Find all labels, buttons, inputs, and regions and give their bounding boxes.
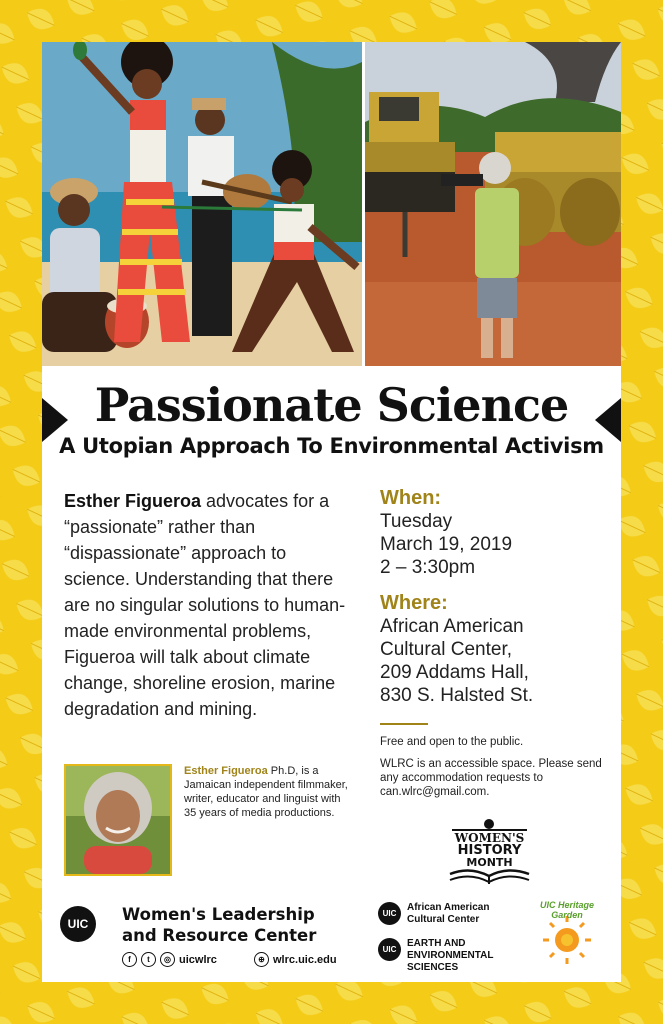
womens-history-month-logo [442,818,537,886]
when-label: When: [380,487,442,509]
speaker-name: Esther Figueroa [64,491,202,511]
heritage-garden-text: UIC Heritage Garden [539,900,594,920]
bulldozer-filming-photo [365,42,621,366]
event-details [380,486,610,799]
partner-2-uic-logo: UIC [378,938,401,961]
where-label: Where: [380,592,448,614]
wlrc-name-line-1: Women's Leadership [122,905,315,924]
when-date: March 19, 2019 [380,534,513,555]
facebook-icon[interactable]: f [122,952,137,967]
accessibility-note: WLRC is an accessible space. Please send any accommodation requests to can.wlrc@gmail.com. [380,758,602,798]
bio-name: Esther Figueroa [184,765,268,777]
whm-line-1: WOMEN'S [454,831,525,845]
social-handle[interactable]: uicwlrc [179,953,217,966]
twitter-icon[interactable]: t [141,952,156,967]
wlrc-name-line-2: and Resource Center [122,926,317,945]
speaker-bio [184,764,354,820]
uic-logo[interactable]: UIC [60,906,96,942]
speaker-portrait [64,764,172,876]
partner-1-uic-logo: UIC [378,902,401,925]
partner-1-line-2: Cultural Center [407,914,480,925]
partner-african-american-cultural-center [378,902,489,926]
event-subtitle: A Utopian Approach To Environmental Activism [59,434,604,458]
globe-icon: ⊕ [254,952,269,967]
free-note: Free and open to the public. [380,736,524,748]
partner-1-line-1: African American [407,902,490,913]
where-line-1: African American [380,616,524,637]
partner-2-line-2: ENVIRONMENTAL [407,950,494,961]
when-time: 2 – 3:30pm [380,557,476,578]
description-text: advocates for a “passionate” rather than “dispassionate” approach to science. Understanding that there are no singular solutions to human-made environmental problems, Figueroa will talk about climate change, shoreline erosion, marine degradation and mining. [64,491,346,719]
uic-heritage-garden-logo [528,900,606,970]
poster-card [42,42,621,982]
when-day: Tuesday [380,511,453,532]
event-description [64,488,354,722]
partner-2-line-3: SCIENCES [407,962,459,973]
whm-line-3: MONTH [466,856,513,869]
where-line-3: 209 Addams Hall, [380,662,529,683]
bio-text: Ph.D, is a Jamaican independent filmmaker, writer, educator and linguist with 35 years of media productions. [184,765,348,819]
wlrc-name [122,904,316,946]
partner-2-line-1: EARTH AND [407,938,466,949]
whm-line-2: HISTORY [457,843,522,858]
event-title: Passionate Science [94,378,569,432]
social-links [122,952,217,967]
where-line-2: Cultural Center, [380,639,513,660]
beach-musicians-photo [42,42,362,366]
divider [380,723,428,725]
website-url[interactable]: wlrc.uic.edu [273,953,337,966]
photo-strip [42,42,621,366]
website-link[interactable] [254,952,337,967]
instagram-icon[interactable]: ◎ [160,952,175,967]
partner-earth-environmental-sciences [378,938,493,974]
where-line-4: 830 S. Halsted St. [380,685,534,706]
